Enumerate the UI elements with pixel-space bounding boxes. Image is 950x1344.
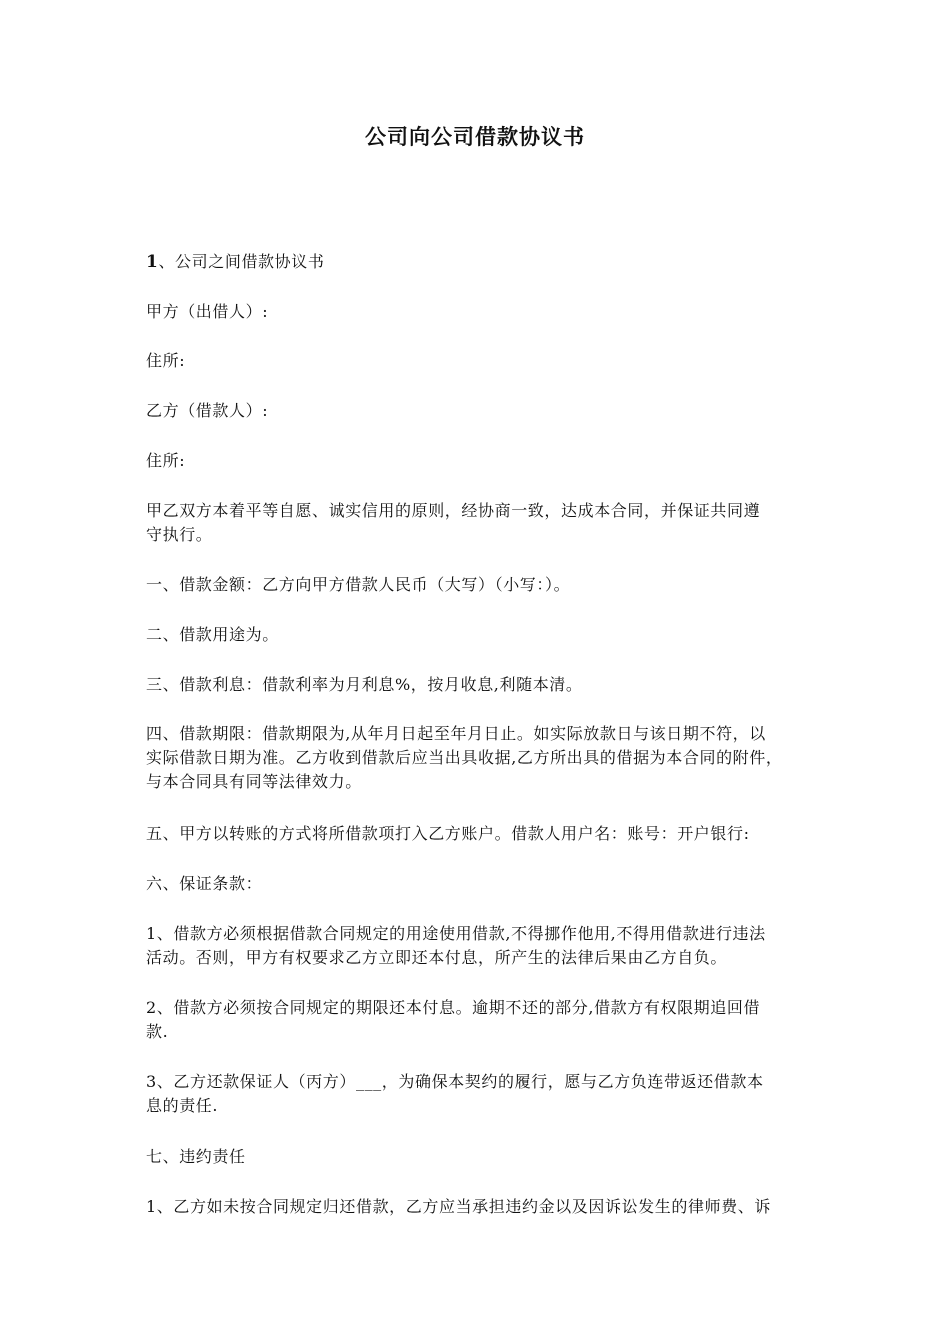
clause-7-item-1: 1、乙方如未按合同规定归还借款，乙方应当承担违约金以及因诉讼发生的律师费、诉 (146, 1197, 771, 1216)
document-title: 公司向公司借款协议书 (365, 125, 585, 149)
clause-3: 三、借款利息：借款利率为月利息%，按月收息,利随本清。 (146, 675, 583, 694)
section-heading-text: 、公司之间借款协议书 (158, 252, 325, 271)
clause-5: 五、甲方以转账的方式将所借款项打入乙方账户。借款人用户名：账号：开户银行: (146, 824, 750, 843)
clause-6-item-1-line-2: 活动。否则，甲方有权要求乙方立即还本付息，所产生的法律后果由乙方自负。 (146, 948, 728, 967)
party-b-address-line: 住所: (146, 451, 186, 470)
party-a-line: 甲方（出借人）: (146, 302, 269, 321)
intro-line-1: 甲乙双方本着平等自愿、诚实信用的原则，经协商一致，达成本合同，并保证共同遵 (146, 501, 761, 520)
clause-6-item-2 (146, 996, 818, 1044)
party-a-address-line: 住所: (146, 351, 186, 370)
clause-2: 二、借款用途为。 (146, 625, 279, 644)
clause-4-line-3: 与本合同具有同等法律效力。 (146, 772, 362, 791)
clause-6-item-1 (146, 922, 818, 970)
clause-6-item-3 (146, 1070, 818, 1118)
clause-6-item-2-line-2: 款. (146, 1022, 169, 1041)
section-number: 1 (146, 252, 159, 272)
clause-6-item-3-line-1: 3、乙方还款保证人（丙方）___，为确保本契约的履行，愿与乙方负连带返还借款本 (146, 1072, 764, 1091)
clause-6-item-3-line-2: 息的责任. (146, 1096, 219, 1115)
intro-line-2: 守执行。 (146, 525, 213, 544)
section-heading (146, 250, 818, 274)
intro-paragraph (146, 499, 818, 547)
clause-4 (146, 722, 818, 794)
clause-4-line-1: 四、借款期限：借款期限为,从年月日起至年月日止。如实际放款日与该日期不符，以 (146, 724, 766, 743)
clause-1: 一、借款金额：乙方向甲方借款人民币（大写）（小写：）。 (146, 575, 571, 594)
clause-4-line-2: 实际借款日期为准。乙方收到借款后应当出具收据,乙方所出具的借据为本合同的附件， (146, 748, 783, 767)
clause-7: 七、违约责任 (146, 1147, 246, 1166)
party-b-line: 乙方（借款人）: (146, 401, 269, 420)
clause-6: 六、保证条款： (146, 874, 263, 893)
clause-6-item-1-line-1: 1、借款方必须根据借款合同规定的用途使用借款,不得挪作他用,不得用借款进行违法 (146, 924, 766, 943)
clause-6-item-2-line-1: 2、借款方必须按合同规定的期限还本付息。逾期不还的部分,借款方有权限期追回借 (146, 998, 761, 1017)
